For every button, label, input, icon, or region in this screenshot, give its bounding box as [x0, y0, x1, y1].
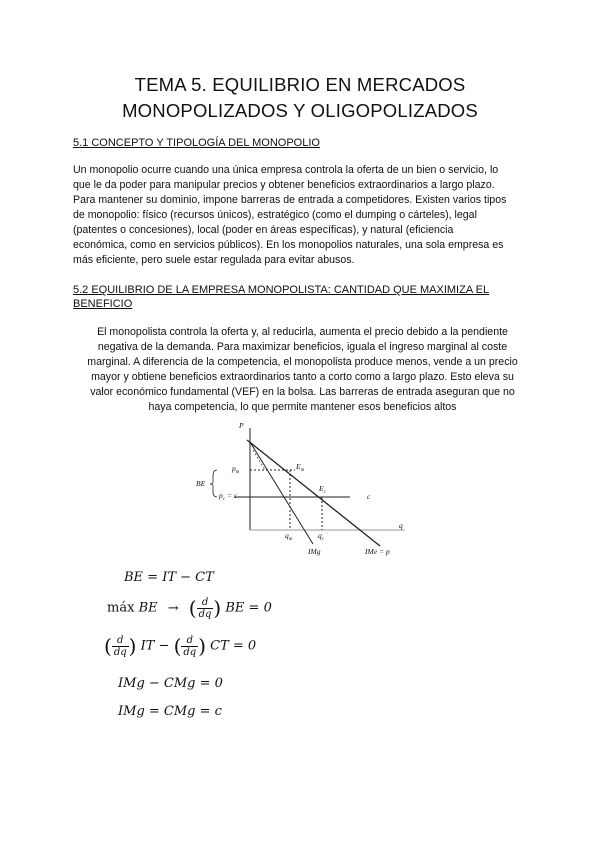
section-2-heading-line-1: 5.2 EQUILIBRIO DE LA EMPRESA MONOPOLISTA: CANTIDAD QUE MAXIMIZA EL	[73, 284, 490, 296]
section-2-heading	[73, 283, 533, 311]
paragraph-line: (patentes o concesiones), local (poder en áreas específicas), y natural (eficiencia	[73, 224, 454, 236]
marginal-revenue-curve-img	[250, 442, 313, 544]
be-variable: BE	[138, 600, 158, 616]
page-title	[60, 72, 540, 124]
y-axis-label: P	[239, 421, 244, 430]
paragraph-line: Un monopolio ocurre cuando una única empresa controla la oferta de un bien o servicio, lo	[73, 164, 499, 176]
qm-label: $q_m$	[285, 531, 293, 542]
c-line-label: c	[367, 492, 371, 501]
section-1-paragraph	[73, 163, 528, 268]
title-line-1: TEMA 5. EQUILIBRIO EN MERCADOS	[134, 74, 466, 95]
em-label: $E_m$	[296, 462, 305, 473]
equation-3-rest: CT = 0	[210, 638, 257, 654]
paragraph-line: de monopolio: físico (recursos únicos), estratégico (como el dumping o cárteles), legal	[73, 209, 477, 221]
be-brace	[210, 470, 217, 497]
derivative-fraction: $\frac{d}{dq}$	[183, 634, 197, 658]
ec-label: $E_c$	[319, 484, 326, 495]
equation-3-middle: IT −	[140, 638, 170, 654]
equation-1: BE = IT − CT	[124, 570, 214, 585]
x-axis-label: q	[399, 521, 403, 530]
equation-2-rest: BE = 0	[225, 600, 272, 616]
ime-label: IMe = p	[365, 547, 390, 556]
be-label: BE	[196, 479, 206, 488]
paragraph-line: más eficiente, pero suele estar regulada para evitar abusos.	[73, 254, 355, 266]
section-2-heading-line-2: BENEFICIO	[73, 298, 133, 310]
derivative-fraction: $\frac{d}{dq}$	[113, 634, 127, 658]
equation-3: ( $\frac{d}{dq}$ ) IT − ( $\frac{d}{dq}$ ) CT = 0	[104, 634, 257, 658]
equation-2: máx BE → ( $\frac{d}{dq}$ ) BE = 0	[107, 596, 272, 620]
equation-5: IMg = CMg = c	[118, 704, 222, 719]
section-1-heading: 5.1 CONCEPTO Y TIPOLOGÍA DEL MONOPOLIO	[73, 137, 320, 149]
paragraph-line: marginal. A diferencia de la competencia, el monopolista produce menos, vende a un precio	[87, 356, 518, 368]
qc-label: $q_c$	[318, 531, 324, 542]
paragraph-line: negativa de la demanda. Para maximizar beneficios, iguala el ingreso marginal al coste	[97, 341, 508, 353]
paragraph-line: valor económico fundamental (VEF) en la bolsa. Las barreras de entrada aseguran que no	[90, 386, 515, 398]
paragraph-line: que le da poder para manipular precios y obtener beneficios extraordinarios a largo plazo.	[73, 179, 495, 191]
max-operator: máx	[107, 600, 135, 616]
pc-label: $p_c = c$	[219, 491, 238, 502]
paragraph-line: haya competencia, lo que permite mantener esos beneficios altos	[148, 401, 457, 413]
section-2-paragraph	[75, 325, 530, 415]
paragraph-line: Para mantener su dominio, impone barreras de entrada a competidores. Existen varios tipos	[73, 194, 507, 206]
paragraph-line: El monopolista controla la oferta y, al reducirla, aumenta el precio debido a la pendiente	[97, 326, 508, 338]
paragraph-line: mayor y obtiene beneficios extraordinarios tanto a corto como a largo plazo. Esto eleva su	[91, 371, 514, 383]
title-line-2: MONOPOLIZADOS Y OLIGOPOLIZADOS	[122, 100, 478, 121]
pm-label: $p_m$	[232, 464, 240, 475]
img-label: IMg	[308, 547, 321, 556]
monopoly-equilibrium-diagram	[195, 420, 410, 560]
equation-4: IMg − CMg = 0	[118, 676, 223, 691]
paragraph-line: económica, como en servicios públicos). En los monopolios naturales, una sola empresa es	[73, 239, 504, 251]
derivative-fraction: $\frac{d}{dq}$	[198, 596, 212, 620]
arrow-symbol: →	[167, 600, 179, 616]
